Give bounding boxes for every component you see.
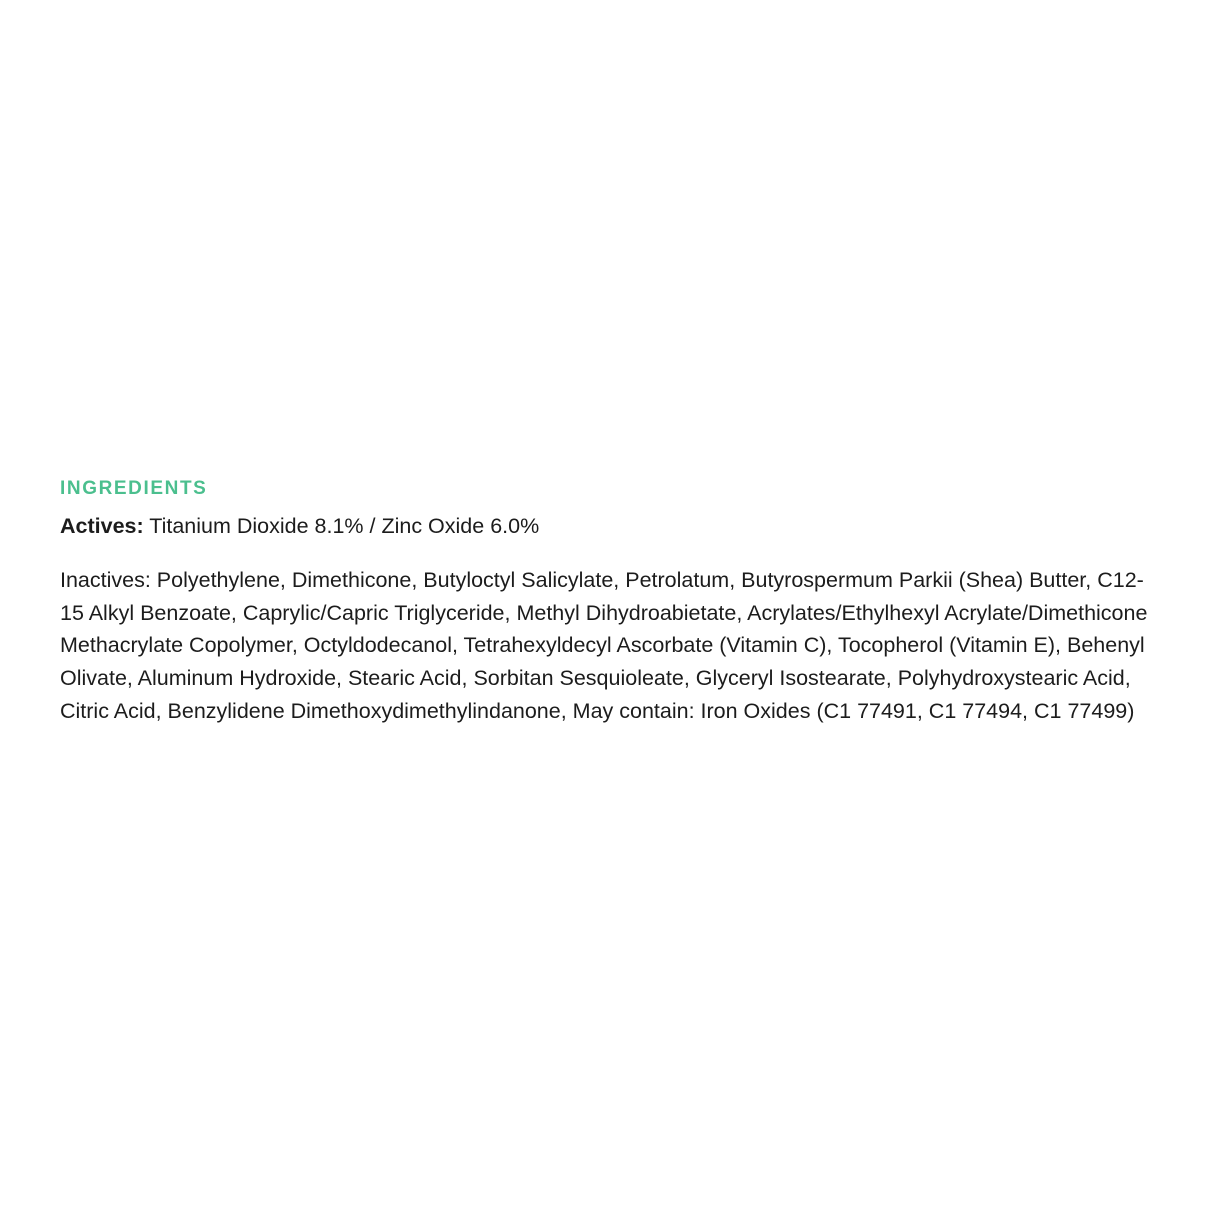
actives-label: Actives: <box>60 513 144 538</box>
inactives-paragraph: Inactives: Polyethylene, Dimethicone, Butyloctyl Salicylate, Petrolatum, Butyrospermum Parkii (Shea) Butter, C12-15 Alkyl Benzoate, Caprylic/Capric Triglyceride, Methyl Dihydroabietate, Acrylates/Ethylhexyl Acrylate/Dimethicone Methacrylate Copolymer, Octyldodecanol, Tetrahexyldecyl Ascorbate (Vitamin C), Tocopherol (Vitamin E), Behenyl Olivate, Aluminum Hydroxide, Stearic Acid, Sorbitan Sesquioleate, Glyceryl Isostearate, Polyhydroxystearic Acid, Citric Acid, Benzylidene Dimethoxydimethylindanone, May contain: Iron Oxides (C1 77491, C1 77494, C1 77499) <box>60 567 1148 723</box>
ingredients-section <box>60 478 1160 727</box>
actives-value: Titanium Dioxide 8.1% / Zinc Oxide 6.0% <box>149 513 540 538</box>
ingredients-heading: INGREDIENTS <box>60 478 208 499</box>
actives-line <box>60 511 1160 542</box>
